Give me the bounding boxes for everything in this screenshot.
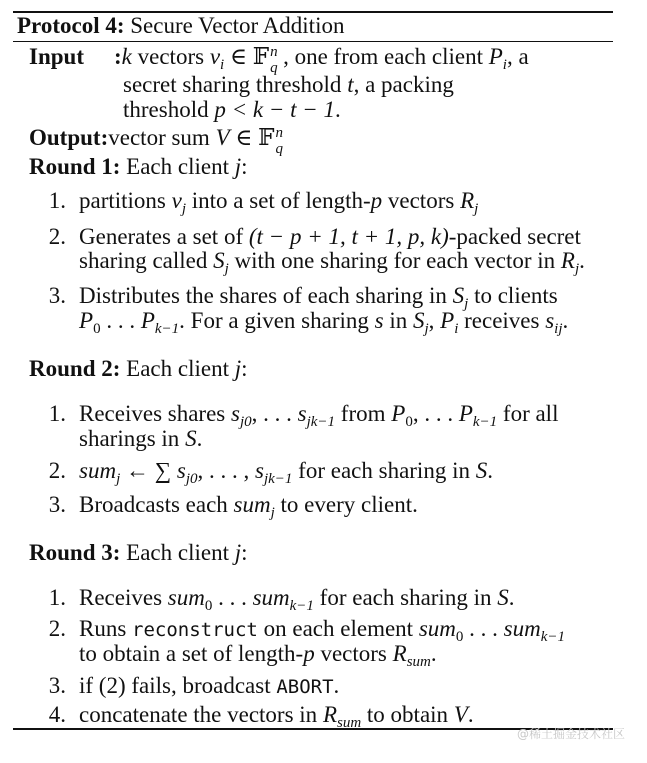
item-number: 4. [48, 702, 66, 727]
input-text-1 [114, 44, 529, 76]
var-sum: sum [418, 616, 456, 641]
in-symbol-2: ∈ [229, 125, 259, 150]
text-a: for each sharing in [292, 458, 476, 483]
sub-j-2: j [424, 321, 429, 337]
item-text [79, 458, 493, 487]
text-end: . [562, 308, 569, 333]
text-a: partitions [79, 188, 172, 213]
field-F-2: 𝔽 [258, 125, 275, 150]
round2-colon: : [241, 356, 248, 381]
sub-sum: sum [406, 654, 431, 670]
protocol-header [17, 14, 344, 38]
protocol-title: Secure Vector Addition [130, 13, 345, 38]
sub-j: j [116, 471, 121, 487]
var-R: R [392, 641, 407, 666]
text-e: . [196, 426, 203, 451]
var-p: p [303, 641, 315, 666]
input-label: Input [29, 44, 84, 69]
dots: . . . [463, 616, 504, 641]
sub-j: j [181, 201, 187, 217]
item-text-line-2 [79, 641, 437, 670]
input-text-g: . [335, 97, 341, 122]
text-end: . [487, 458, 493, 483]
tuple-expr: (t − p + 1, t + 1, p, k) [248, 224, 449, 249]
round1-colon: : [241, 154, 248, 179]
item-text [79, 702, 474, 731]
var-sum-2: sum [503, 616, 541, 641]
input-text-e: , a packing [353, 72, 454, 97]
item-text [79, 674, 339, 699]
input-line-3 [123, 98, 341, 122]
sub-0: 0 [405, 414, 413, 430]
round2-text: Each client [120, 356, 235, 381]
var-s: s [231, 401, 240, 426]
sub-j: j [270, 505, 275, 521]
text-b: to clients [468, 283, 558, 308]
sub-0: 0 [455, 629, 464, 645]
dots: . . . [212, 585, 253, 610]
sub-0: 0 [93, 321, 101, 337]
dots-2: , . . . [412, 401, 459, 426]
item-number: 3. [48, 673, 66, 698]
text-c: to obtain a set of length- [79, 641, 304, 666]
sub-j0: j0 [185, 471, 198, 487]
var-R: R [322, 702, 337, 727]
sub-k-1: k−1 [154, 321, 180, 337]
round3-colon: : [241, 540, 248, 565]
text-d: in [383, 308, 413, 333]
var-j: j [234, 540, 242, 565]
var-s-2: s [297, 401, 307, 426]
dots: . . . [100, 308, 141, 333]
var-sum: sum [233, 492, 271, 517]
var-p: p [370, 188, 383, 213]
sub-j-2: j [574, 261, 580, 277]
watermark: @稀土掘金技术社区 [516, 727, 625, 741]
item-number: 3. [48, 283, 66, 308]
protocol-label: Protocol 4: [17, 13, 125, 38]
text-d: sharings in [79, 426, 186, 451]
item-text-line-2 [79, 427, 202, 451]
text-c: for all [497, 401, 559, 426]
sub-q: q [270, 60, 278, 76]
item-number: 1. [48, 188, 66, 213]
text-a: Receives shares [79, 401, 231, 426]
threshold-expr: p < k − t − 1 [214, 97, 336, 122]
item-text-line-2 [79, 308, 569, 337]
var-s: s [176, 458, 186, 483]
text-e: . [430, 641, 437, 666]
text-a: concatenate the vectors in [79, 702, 323, 727]
var-S: S [185, 426, 197, 451]
output-colon: : [100, 125, 109, 150]
output-label: Output [29, 125, 101, 150]
round1-header [29, 155, 248, 179]
input-text-a: vectors [131, 44, 210, 69]
var-s-ij: s [545, 308, 555, 333]
sub-jk-1: jk−1 [306, 414, 336, 430]
item-number: 2. [48, 224, 66, 249]
var-k: k [121, 44, 132, 69]
text-b: on each element [257, 616, 419, 641]
sub-k-1: k−1 [289, 598, 314, 614]
input-text-b: , one from each client [283, 44, 489, 69]
sub-k-1: k−1 [540, 629, 565, 645]
var-R: R [460, 188, 475, 213]
item-text [79, 225, 581, 249]
var-v: v [171, 188, 182, 213]
sub-j0: j0 [239, 414, 252, 430]
var-s-2: s [255, 458, 264, 483]
text-f: receives [458, 308, 546, 333]
sub-jk-1: jk−1 [263, 471, 293, 487]
text-d: with one sharing for each vector in [228, 248, 561, 273]
var-sum: sum [79, 458, 117, 483]
sub-i: i [454, 321, 459, 337]
var-V: V [215, 125, 230, 150]
text-a: Runs [79, 616, 133, 641]
sub-j: j [464, 296, 469, 312]
in-symbol: ∈ [224, 44, 253, 69]
var-S: S [452, 283, 465, 308]
text-c: . For a given sharing [179, 308, 375, 333]
text-a: Generates a set of [79, 224, 249, 249]
var-t: t [347, 72, 354, 97]
code-abort: ABORT [276, 676, 334, 698]
item-text [79, 188, 479, 217]
var-j: j [234, 356, 242, 381]
field-exponents-2 [275, 125, 289, 157]
item-number: 1. [48, 401, 66, 426]
text-b: . [333, 673, 340, 698]
var-sum-2: sum [252, 585, 290, 610]
text-a: Receives [79, 585, 168, 610]
text-b: to every client. [274, 492, 418, 517]
var-S: S [475, 458, 488, 483]
item-number: 3. [48, 492, 66, 517]
text-d: vectors [314, 641, 393, 666]
input-line-2 [123, 73, 454, 97]
text-e: , [428, 308, 441, 333]
var-Pi: P [440, 308, 455, 333]
item-text [79, 585, 515, 614]
text-end: . [467, 702, 474, 727]
sub-i-2: i [502, 57, 507, 73]
text-c: vectors [382, 188, 461, 213]
assign-sum-symbol: ← ∑ [120, 458, 177, 483]
text-b: into a set of length- [186, 188, 371, 213]
item-text [79, 492, 418, 521]
item-text [79, 616, 565, 645]
round3-header [29, 541, 248, 565]
input-text-c: , a [506, 44, 529, 69]
field-F: 𝔽 [252, 44, 270, 69]
sub-sum: sum [337, 715, 362, 731]
text-e: . [579, 248, 585, 273]
round3-text: Each client [120, 540, 235, 565]
text-c: sharing called [79, 248, 214, 273]
text-a: Distributes the shares of each sharing in [79, 283, 453, 308]
var-R: R [560, 248, 575, 273]
sub-ij: ij [554, 321, 563, 337]
item-text [79, 283, 558, 312]
dots: , . . . , [197, 458, 256, 483]
sub-i: i [220, 57, 225, 73]
input-text-d: secret sharing threshold [123, 72, 348, 97]
dots: , . . . [251, 401, 298, 426]
round3-label: Round 3: [29, 540, 121, 565]
text-a: if (2) fails, broadcast [79, 673, 277, 698]
sub-j: j [224, 261, 229, 277]
round1-text: Each client [120, 154, 235, 179]
var-s: s [374, 308, 384, 333]
text-b: for each sharing in [313, 585, 498, 610]
output-line [29, 125, 289, 157]
var-v: v [209, 44, 221, 69]
sub-j-2: j [474, 201, 479, 217]
var-P-2: P [458, 401, 473, 426]
round2-header [29, 357, 248, 381]
text-b: to obtain [361, 702, 454, 727]
field-exponents [269, 44, 283, 76]
var-V: V [453, 702, 468, 727]
input-line-1 [29, 45, 84, 69]
var-P-2: P [140, 308, 155, 333]
algorithm-box [13, 11, 613, 729]
input-colon: : [114, 44, 122, 69]
text-b: from [335, 401, 392, 426]
sup-n: n [270, 44, 278, 60]
sub-k-1: k−1 [472, 414, 498, 430]
header-rule [13, 41, 613, 42]
item-number: 2. [48, 458, 66, 483]
item-text-line-2 [79, 248, 585, 277]
text-b: -packed secret [448, 224, 581, 249]
text-a: Broadcasts each [79, 492, 234, 517]
round1-label: Round 1: [29, 154, 121, 179]
sup-n-2: n [275, 125, 284, 141]
var-j: j [234, 154, 242, 179]
var-P: P [488, 44, 503, 69]
var-sum: sum [167, 585, 205, 610]
var-S: S [497, 585, 509, 610]
sub-0: 0 [204, 598, 213, 614]
input-text-f: threshold [123, 97, 215, 122]
code-reconstruct: reconstruct [132, 619, 258, 641]
output-text: vector sum [108, 125, 216, 150]
text-end: . [508, 585, 515, 610]
var-S: S [213, 248, 225, 273]
var-P: P [391, 401, 406, 426]
round2-label: Round 2: [29, 356, 121, 381]
item-text [79, 401, 559, 430]
var-P: P [79, 308, 94, 333]
sub-q-2: q [275, 141, 284, 157]
item-number: 2. [48, 616, 66, 641]
var-S-2: S [412, 308, 425, 333]
item-number: 1. [48, 585, 66, 610]
